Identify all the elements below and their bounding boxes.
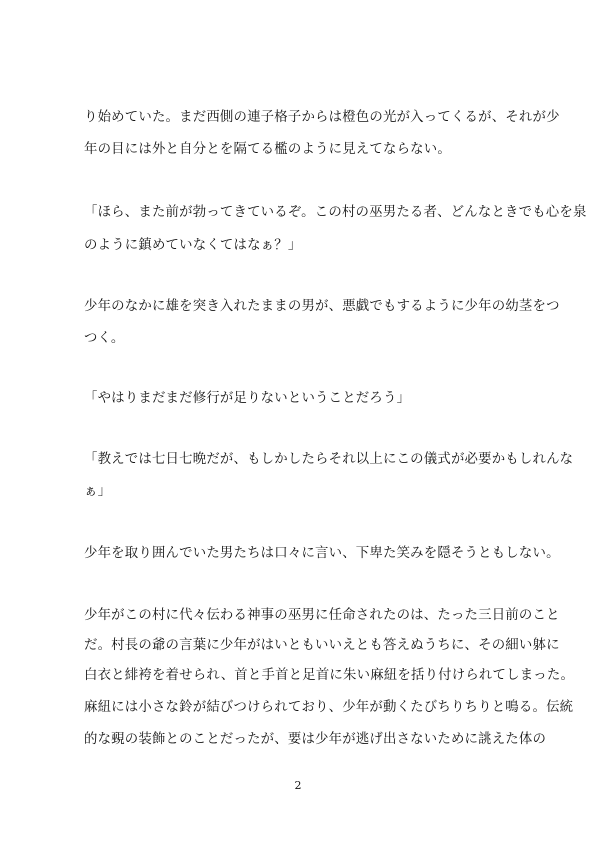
text-line: のように鎮めていなくてはなぁ？」 (84, 238, 302, 253)
text-line: 少年のなかに雄を突き入れたままの男が、悪戯でもするように少年の幼茎をつ (84, 299, 560, 314)
text-line: だ。村長の爺の言葉に少年がはいともいいえとも答えぬうちに、その細い躰に (84, 638, 560, 653)
text-line: 「教えでは七日七晩だが、もしかしたらそれ以上にこの儀式が必要かもしれんな (84, 452, 574, 467)
text-line: 白衣と緋袴を着せられ、首と手首と足首に朱い麻紐を括り付けられてしまった。 (84, 668, 575, 683)
text-line: ぁ」 (84, 484, 112, 499)
text-line: 年の目には外と自分とを隔てる檻のように見えてならない。 (84, 142, 451, 157)
text-line: り始めていた。まだ西側の連子格子からは橙色の光が入ってくるが、それが少 (84, 110, 560, 125)
page-number: 2 (294, 779, 302, 792)
text-line: 麻紐には小さな鈴が結びつけられており、少年が動くたびちりちりと鳴る。伝統 (84, 700, 574, 715)
text-line: 「ほら、また前が勃ってきているぞ。この村の巫男たる者、どんなときでも心を泉 (84, 205, 587, 220)
text-line: つく。 (84, 331, 125, 346)
text-line: 少年がこの村に代々伝わる神事の巫男に任命されたのは、たった三日前のこと (84, 608, 560, 623)
text-line: 少年を取り囲んでいた男たちは口々に言い、下卑た笑みを隠そうともしない。 (84, 546, 560, 561)
text-line: 「やはりまだまだ修行が足りないということだろう」 (84, 391, 411, 406)
text-line: 的な覡の装飾とのことだったが、要は少年が逃げ出さないために誂えた体の (84, 732, 547, 747)
